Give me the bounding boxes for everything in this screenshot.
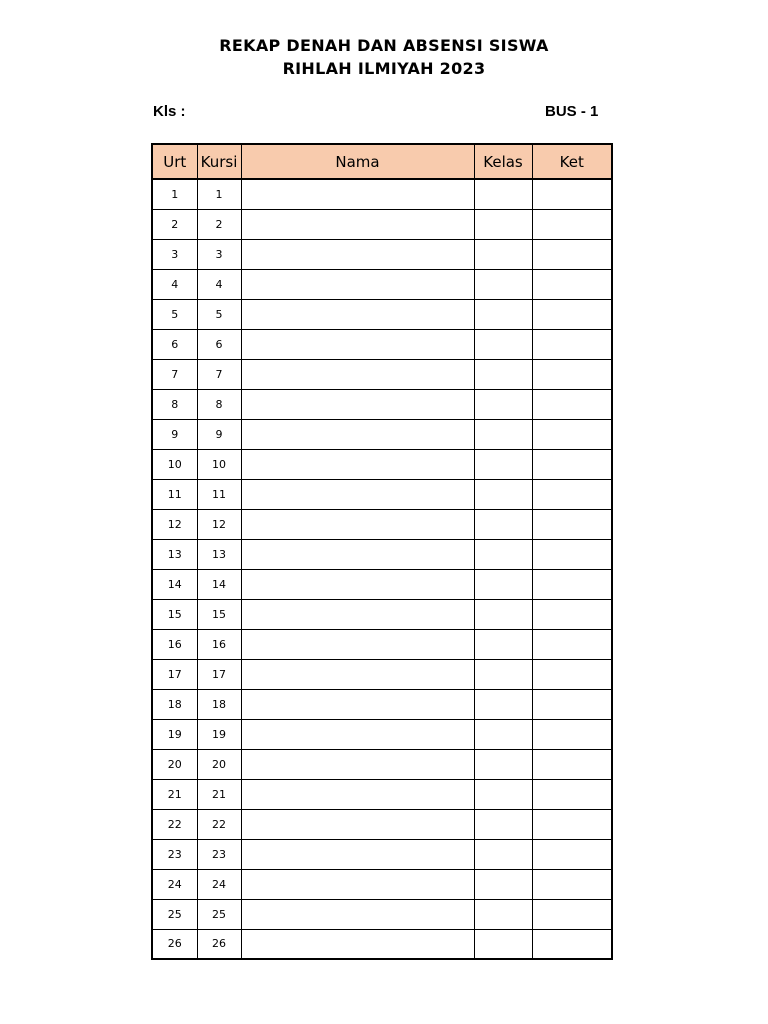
cell-kelas — [474, 479, 532, 509]
cell-urt: 13 — [152, 539, 197, 569]
header-ket: Ket — [532, 144, 612, 179]
cell-kelas — [474, 929, 532, 959]
table-row — [152, 269, 612, 299]
cell-kursi: 24 — [197, 869, 241, 899]
table-row — [152, 329, 612, 359]
cell-kursi: 21 — [197, 779, 241, 809]
cell-kelas — [474, 359, 532, 389]
cell-urt: 14 — [152, 569, 197, 599]
cell-ket — [532, 449, 612, 479]
cell-urt: 17 — [152, 659, 197, 689]
cell-nama — [241, 269, 474, 299]
cell-ket — [532, 629, 612, 659]
table-row — [152, 599, 612, 629]
cell-urt: 3 — [152, 239, 197, 269]
table-row — [152, 479, 612, 509]
cell-nama — [241, 659, 474, 689]
cell-ket — [532, 179, 612, 209]
table-row — [152, 449, 612, 479]
header-kursi: Kursi — [197, 144, 241, 179]
table-row — [152, 899, 612, 929]
cell-nama — [241, 839, 474, 869]
cell-ket — [532, 269, 612, 299]
table-row — [152, 869, 612, 899]
cell-kursi: 3 — [197, 239, 241, 269]
cell-kursi: 16 — [197, 629, 241, 659]
cell-kursi: 13 — [197, 539, 241, 569]
cell-nama — [241, 869, 474, 899]
cell-urt: 10 — [152, 449, 197, 479]
cell-ket — [532, 779, 612, 809]
cell-urt: 22 — [152, 809, 197, 839]
cell-ket — [532, 719, 612, 749]
table-row — [152, 509, 612, 539]
cell-urt: 19 — [152, 719, 197, 749]
document-title: REKAP DENAH DAN ABSENSI SISWA — [219, 36, 549, 55]
cell-nama — [241, 449, 474, 479]
cell-nama — [241, 749, 474, 779]
cell-nama — [241, 779, 474, 809]
cell-urt: 1 — [152, 179, 197, 209]
cell-urt: 2 — [152, 209, 197, 239]
cell-kursi: 20 — [197, 749, 241, 779]
cell-kelas — [474, 659, 532, 689]
table-body — [152, 179, 612, 959]
cell-kursi: 8 — [197, 389, 241, 419]
cell-ket — [532, 839, 612, 869]
cell-kursi: 14 — [197, 569, 241, 599]
cell-kelas — [474, 689, 532, 719]
cell-kelas — [474, 179, 532, 209]
cell-kursi: 4 — [197, 269, 241, 299]
cell-ket — [532, 329, 612, 359]
cell-urt: 16 — [152, 629, 197, 659]
cell-urt: 12 — [152, 509, 197, 539]
cell-kelas — [474, 509, 532, 539]
cell-kelas — [474, 719, 532, 749]
cell-ket — [532, 419, 612, 449]
cell-nama — [241, 569, 474, 599]
table-row — [152, 929, 612, 959]
cell-nama — [241, 689, 474, 719]
cell-nama — [241, 629, 474, 659]
cell-ket — [532, 899, 612, 929]
cell-kursi: 6 — [197, 329, 241, 359]
cell-nama — [241, 359, 474, 389]
cell-ket — [532, 479, 612, 509]
cell-kelas — [474, 329, 532, 359]
cell-kelas — [474, 569, 532, 599]
cell-ket — [532, 569, 612, 599]
cell-kursi: 23 — [197, 839, 241, 869]
cell-kursi: 19 — [197, 719, 241, 749]
table-row — [152, 719, 612, 749]
cell-ket — [532, 929, 612, 959]
cell-ket — [532, 599, 612, 629]
cell-nama — [241, 719, 474, 749]
cell-kelas — [474, 419, 532, 449]
cell-kursi: 9 — [197, 419, 241, 449]
table-row — [152, 209, 612, 239]
cell-kursi: 10 — [197, 449, 241, 479]
cell-urt: 11 — [152, 479, 197, 509]
cell-kursi: 5 — [197, 299, 241, 329]
cell-kelas — [474, 209, 532, 239]
cell-kelas — [474, 299, 532, 329]
cell-kursi: 1 — [197, 179, 241, 209]
attendance-table — [151, 143, 613, 960]
cell-kursi: 22 — [197, 809, 241, 839]
cell-ket — [532, 809, 612, 839]
cell-urt: 18 — [152, 689, 197, 719]
cell-ket — [532, 659, 612, 689]
cell-urt: 7 — [152, 359, 197, 389]
table-row — [152, 629, 612, 659]
cell-kelas — [474, 599, 532, 629]
table-row — [152, 539, 612, 569]
cell-nama — [241, 809, 474, 839]
cell-kelas — [474, 269, 532, 299]
cell-kelas — [474, 629, 532, 659]
cell-kelas — [474, 869, 532, 899]
cell-nama — [241, 509, 474, 539]
cell-kursi: 2 — [197, 209, 241, 239]
table-row — [152, 779, 612, 809]
cell-kelas — [474, 539, 532, 569]
cell-kelas — [474, 839, 532, 869]
cell-ket — [532, 689, 612, 719]
table-row — [152, 659, 612, 689]
cell-urt: 24 — [152, 869, 197, 899]
cell-kursi: 12 — [197, 509, 241, 539]
cell-kelas — [474, 899, 532, 929]
cell-kelas — [474, 389, 532, 419]
cell-nama — [241, 599, 474, 629]
table-row — [152, 299, 612, 329]
cell-nama — [241, 239, 474, 269]
table-row — [152, 809, 612, 839]
cell-kursi: 25 — [197, 899, 241, 929]
cell-nama — [241, 329, 474, 359]
cell-ket — [532, 509, 612, 539]
cell-kelas — [474, 449, 532, 479]
table-header-row — [152, 144, 612, 179]
table-row — [152, 839, 612, 869]
document-subtitle: RIHLAH ILMIYAH 2023 — [282, 59, 486, 78]
cell-ket — [532, 749, 612, 779]
cell-urt: 5 — [152, 299, 197, 329]
header-nama: Nama — [241, 144, 474, 179]
cell-ket — [532, 209, 612, 239]
cell-kelas — [474, 749, 532, 779]
cell-urt: 6 — [152, 329, 197, 359]
cell-kursi: 26 — [197, 929, 241, 959]
cell-nama — [241, 539, 474, 569]
cell-ket — [532, 539, 612, 569]
table-row — [152, 689, 612, 719]
cell-urt: 25 — [152, 899, 197, 929]
cell-urt: 21 — [152, 779, 197, 809]
cell-urt: 15 — [152, 599, 197, 629]
class-label: Kls : — [153, 103, 186, 120]
cell-nama — [241, 299, 474, 329]
table-row — [152, 389, 612, 419]
cell-urt: 26 — [152, 929, 197, 959]
cell-urt: 20 — [152, 749, 197, 779]
header-urt: Urt — [152, 144, 197, 179]
table-row — [152, 239, 612, 269]
cell-nama — [241, 179, 474, 209]
cell-nama — [241, 899, 474, 929]
cell-nama — [241, 419, 474, 449]
table-row — [152, 359, 612, 389]
cell-ket — [532, 359, 612, 389]
header-kelas: Kelas — [474, 144, 532, 179]
table-row — [152, 419, 612, 449]
cell-kursi: 15 — [197, 599, 241, 629]
cell-nama — [241, 209, 474, 239]
cell-kelas — [474, 809, 532, 839]
table-row — [152, 179, 612, 209]
cell-urt: 23 — [152, 839, 197, 869]
cell-kursi: 7 — [197, 359, 241, 389]
cell-ket — [532, 869, 612, 899]
table-row — [152, 749, 612, 779]
cell-nama — [241, 389, 474, 419]
cell-ket — [532, 239, 612, 269]
cell-kelas — [474, 779, 532, 809]
table-row — [152, 569, 612, 599]
cell-ket — [532, 389, 612, 419]
cell-nama — [241, 929, 474, 959]
cell-urt: 4 — [152, 269, 197, 299]
cell-kelas — [474, 239, 532, 269]
cell-nama — [241, 479, 474, 509]
cell-urt: 8 — [152, 389, 197, 419]
cell-kursi: 17 — [197, 659, 241, 689]
cell-urt: 9 — [152, 419, 197, 449]
cell-ket — [532, 299, 612, 329]
bus-label: BUS - 1 — [545, 103, 599, 120]
cell-kursi: 18 — [197, 689, 241, 719]
cell-kursi: 11 — [197, 479, 241, 509]
